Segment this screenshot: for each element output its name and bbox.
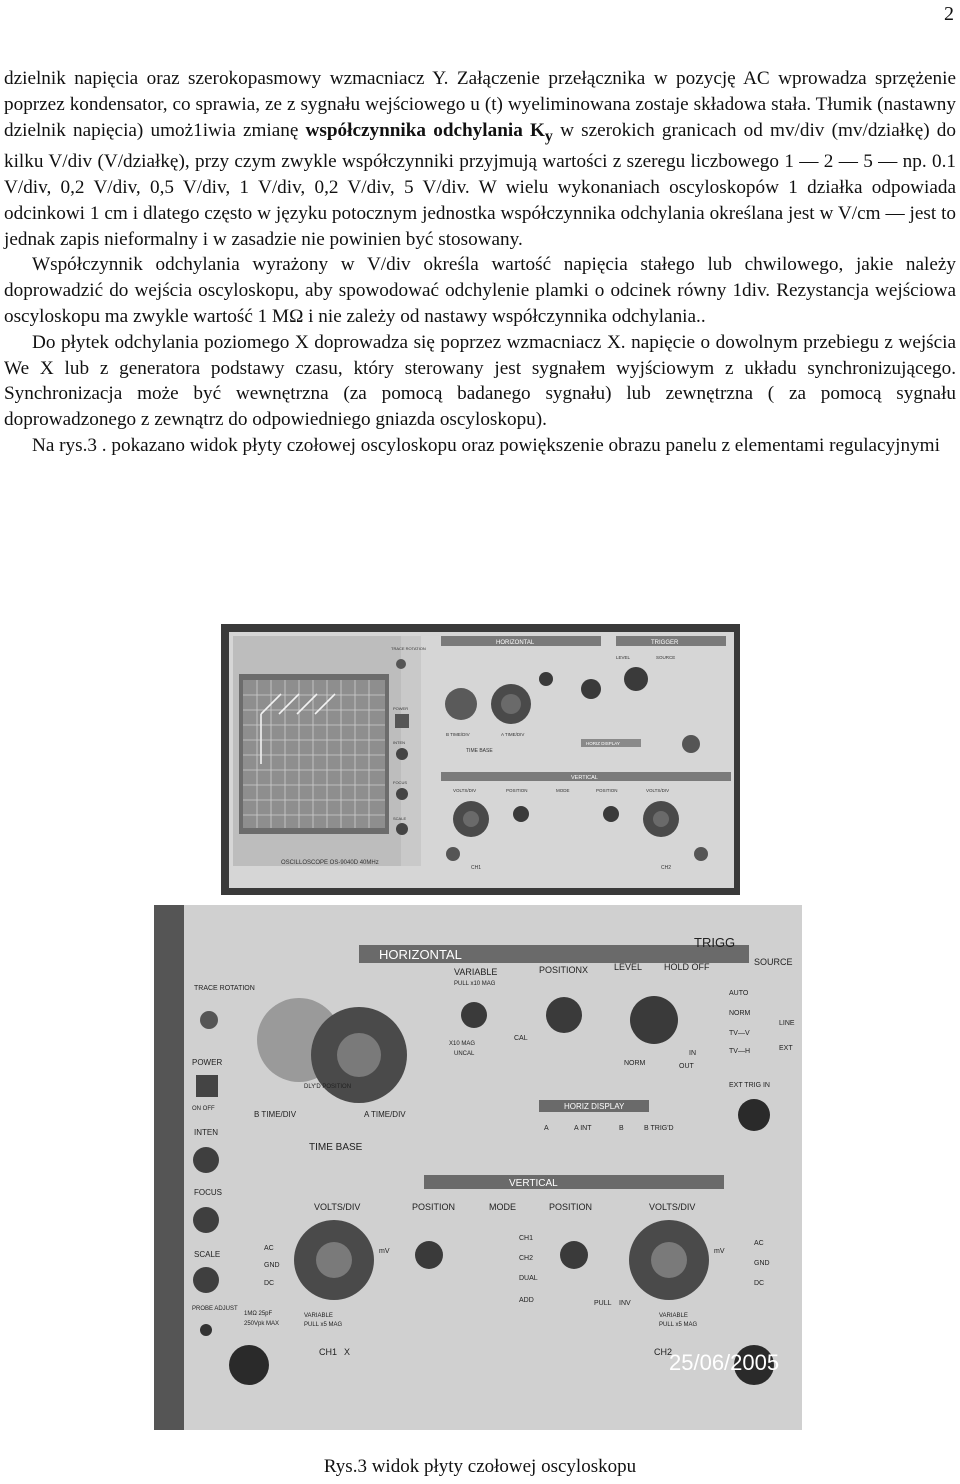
time-base-label: TIME BASE (309, 1142, 363, 1153)
b-time-div-label: B TIME/DIV (446, 732, 470, 737)
time-base-label: TIME BASE (466, 748, 493, 754)
ch1-gnd: GND (264, 1262, 280, 1269)
ch1-variable-label: VARIABLE (304, 1313, 333, 1319)
position-label-2: POSITION (549, 1202, 593, 1212)
control-panel-photo (154, 905, 802, 1430)
ch2-ac: AC (754, 1240, 764, 1247)
cal-label: CAL (514, 1035, 528, 1042)
mode-add: ADD (519, 1297, 534, 1304)
inten-label: INTEN (194, 1128, 218, 1137)
ch1-input-connector[interactable] (229, 1345, 269, 1385)
ch1-dc: DC (264, 1280, 275, 1287)
variable-knob[interactable] (539, 672, 553, 686)
scale-label: SCALE (194, 1250, 221, 1259)
scale-knob[interactable] (396, 823, 408, 835)
ch2-pull-x5-label: PULL x5 MAG (659, 1322, 698, 1328)
uncal-label: UNCAL (454, 1051, 475, 1057)
probe-adjust-terminal[interactable] (200, 1324, 212, 1336)
source-label: SOURCE (754, 957, 793, 967)
variable-label: VARIABLE (454, 967, 498, 977)
ch1-position-knob[interactable] (513, 806, 529, 822)
x10-mag-label: X10 MAG (449, 1041, 476, 1047)
focus-knob[interactable] (396, 788, 408, 800)
source-auto: AUTO (729, 990, 749, 997)
volts-div-label-2: VOLTS/DIV (649, 1202, 696, 1212)
mode-label: MODE (556, 788, 570, 793)
control-panel-drawing (154, 905, 802, 1430)
trace-rotation-label: TRACE ROTATION (391, 646, 426, 651)
position-x-knob-1[interactable] (581, 679, 601, 699)
position-x-label: POSITION (539, 965, 583, 975)
position-label-2: POSITION (596, 788, 618, 793)
ch2-input-connector[interactable] (694, 847, 708, 861)
focus-label: FOCUS (194, 1188, 222, 1197)
a-time-div-label: A TIME/DIV (501, 732, 525, 737)
scale-label: SCALE (393, 816, 407, 821)
ch1-label: CH1 (471, 865, 482, 871)
model-label: OSCILLOSCOPE OS-9040D 40MHz (281, 860, 379, 866)
pull-x10-label: PULL x10 MAG (454, 981, 496, 987)
ch2-label: CH2 (654, 1347, 673, 1357)
volts-div-label-2: VOLTS/DIV (646, 788, 670, 793)
variable-knob[interactable] (461, 1002, 487, 1028)
ch2-variable-label: VARIABLE (659, 1313, 688, 1319)
out-label: OUT (679, 1063, 694, 1070)
page-number: 2 (944, 3, 954, 25)
trace-rotation-knob[interactable] (200, 1011, 218, 1029)
volts-div-label-1: VOLTS/DIV (314, 1202, 361, 1212)
ch2-position-knob[interactable] (603, 806, 619, 822)
volts-div-label-1: VOLTS/DIV (453, 788, 477, 793)
source-label: SOURCE (656, 655, 676, 660)
source-line: LINE (779, 1020, 795, 1027)
ch1-vpk-label: 250Vpk MAX (244, 1321, 280, 1327)
oscilloscope-front-drawing (221, 624, 740, 895)
power-label: POWER (192, 1058, 223, 1067)
ext-trig-connector[interactable] (738, 1099, 770, 1131)
level-label: LEVEL (614, 962, 643, 972)
position-x-box: X (582, 965, 589, 975)
ch2-gnd: GND (754, 1260, 770, 1267)
paragraph-4: Na rys.3 . pokazano widok płyty czołowej oscyloskopu oraz powiększenie obrazu panelu z elementami regulacyjnymi (32, 434, 940, 456)
trace-rotation-label: TRACE ROTATION (194, 985, 255, 992)
a-time-div-label: A TIME/DIV (364, 1110, 406, 1119)
ch1-label: CH1 (319, 1347, 338, 1357)
scale-knob[interactable] (193, 1267, 219, 1293)
level-label: LEVEL (616, 655, 631, 660)
vertical-label: VERTICAL (571, 775, 598, 781)
term-subscript: y (544, 127, 553, 145)
horiz-display-b: B (619, 1125, 624, 1132)
source-tv-h: TV—H (729, 1048, 750, 1055)
mode-dual: DUAL (519, 1275, 538, 1282)
horizontal-label: HORIZONTAL (496, 640, 535, 646)
position-label-1: POSITION (506, 788, 528, 793)
dly-position-label: DLY'D POSITION (304, 1084, 352, 1090)
horiz-display-label: HORIZ DISPLAY (586, 741, 620, 746)
ch1-input-connector[interactable] (446, 847, 460, 861)
body-text (4, 66, 956, 459)
position-x-knob[interactable] (546, 997, 582, 1033)
ch1-imp-label: 1MΩ 25pF (244, 1311, 273, 1317)
pull-label: PULL (594, 1300, 612, 1307)
mode-ch1: CH1 (519, 1235, 534, 1242)
level-knob[interactable] (624, 667, 648, 691)
source-ext: EXT (779, 1045, 793, 1052)
power-switch[interactable] (196, 1075, 218, 1097)
inv-label: INV (619, 1300, 631, 1307)
photo-date-stamp: 25/06/2005 (669, 1350, 780, 1375)
ch1-ac: AC (264, 1245, 274, 1252)
horiz-display-a: A (544, 1125, 549, 1132)
trigger-label: TRIGGER (651, 640, 679, 646)
b-time-div-label: B TIME/DIV (254, 1110, 297, 1119)
inten-knob[interactable] (396, 748, 408, 760)
inten-label: INTEN (393, 740, 405, 745)
ext-trig-connector[interactable] (682, 735, 700, 753)
ch2-mv-label: mV (714, 1248, 725, 1255)
source-norm: NORM (729, 1010, 751, 1017)
horizontal-label: HORIZONTAL (379, 947, 462, 962)
focus-label: FOCUS (393, 780, 407, 785)
ch2-position-knob[interactable] (560, 1241, 588, 1269)
horiz-display-b-trig: B TRIG'D (644, 1125, 674, 1132)
paragraph-2: Współczynnik odchylania wyrażony w V/div określa wartość napięcia stałego lub chwilowego, jakie należy doprowadzić do wejścia oscyloskopu, aby spowodować odchylenie plamki o odcinek równy 1div. Rezystancja wejściowa oscyloskopu ma zwykle wartość 1 MΩ i nie zależy od nastawy współczynnika odchylania.. (4, 254, 956, 327)
power-label: POWER (393, 706, 409, 711)
paragraph-1 (4, 66, 956, 252)
ch1-pull-x5-label: PULL x5 MAG (304, 1322, 343, 1328)
inten-knob[interactable] (193, 1147, 219, 1173)
ch1-position-knob[interactable] (415, 1241, 443, 1269)
focus-knob[interactable] (193, 1207, 219, 1233)
ch1-mv-label: mV (379, 1248, 390, 1255)
horiz-display-label: HORIZ DISPLAY (564, 1102, 625, 1111)
trace-rotation-knob[interactable] (396, 659, 406, 669)
position-label-1: POSITION (412, 1202, 456, 1212)
term-text: współczynnika odchylania K (305, 119, 545, 141)
power-switch[interactable] (395, 714, 409, 728)
ch2-label: CH2 (661, 865, 672, 871)
in-label: IN (689, 1050, 696, 1057)
norm-label: NORM (624, 1060, 646, 1067)
horiz-display-a-int: A INT (574, 1125, 592, 1132)
mode-ch2: CH2 (519, 1255, 534, 1262)
vertical-label: VERTICAL (509, 1178, 558, 1189)
paragraph-1-part-b: w szerokich granicach od mv/div (mv/działkę) do kilku V/div (V/działkę), przy czym zwykle współczynniki przyjmują wartości z szeregu liczbowego 1 — 2 — 5 — np. 0.1 V/div, 0,2 V/div, 0,5 V/div, 1 V/div, 0,2 V/div, 5 V/div. W wielu wykonaniach oscyloskopów 1 działka odpowiada odcinkowi 1 cm i dlatego często w języku potocznym jednostka współczynnika odchylania określana jest w V/cm — jest to jednak zapis nieformalny i w zasadzie nie powinien być stosowany. (4, 119, 956, 250)
hold-off-label: HOLD OFF (664, 962, 710, 972)
ext-trig-in-label: EXT TRIG IN (729, 1082, 770, 1089)
paragraph-1-part-a: dzielnik napięcia oraz szerokopasmowy wzmacniacz Y. Załączenie przełącznika w pozycję AC wprowadza sprzężenie poprzez kondensator, co sprawia, ze z sygnału wejściowego u (t) wyeliminowana zostaje składowa stała. Tłumik (nastawny dzielnik napięcia) umoż1iwia zmianę (4, 68, 956, 141)
trigger-label: TRIGG (694, 935, 736, 950)
b-time-div-knob[interactable] (445, 688, 477, 720)
level-knob[interactable] (630, 996, 678, 1044)
term-deflection-coefficient (305, 119, 553, 145)
mode-label: MODE (489, 1202, 516, 1212)
figure-caption: Rys.3 widok płyty czołowej oscyloskopu (323, 1456, 637, 1477)
paragraph-3: Do płytek odchylania poziomego X doprowadza się poprzez wzmacniacz X. napięcie o dowolnym przebiegu z wejścia We X lub z generatora podstawy czasu, który sterowany jest sygnałem wyjściowym z układu synchronizującego. Synchronizacja może być wewnętrzna (za pomocą badanego sygnału) lub zewnętrzna ( za pomocą sygnału doprowadzonego z zewnątrz do odpowiedniego gniazda oscyloskopu). (4, 331, 956, 431)
source-tv-v: TV—V (729, 1030, 750, 1037)
ch1-x-box: X (344, 1347, 351, 1357)
ch2-dc: DC (754, 1280, 765, 1287)
oscilloscope-front-photo (221, 624, 740, 895)
on-off-label: ON OFF (192, 1106, 215, 1112)
probe-adjust-label: PROBE ADJUST (192, 1306, 238, 1312)
